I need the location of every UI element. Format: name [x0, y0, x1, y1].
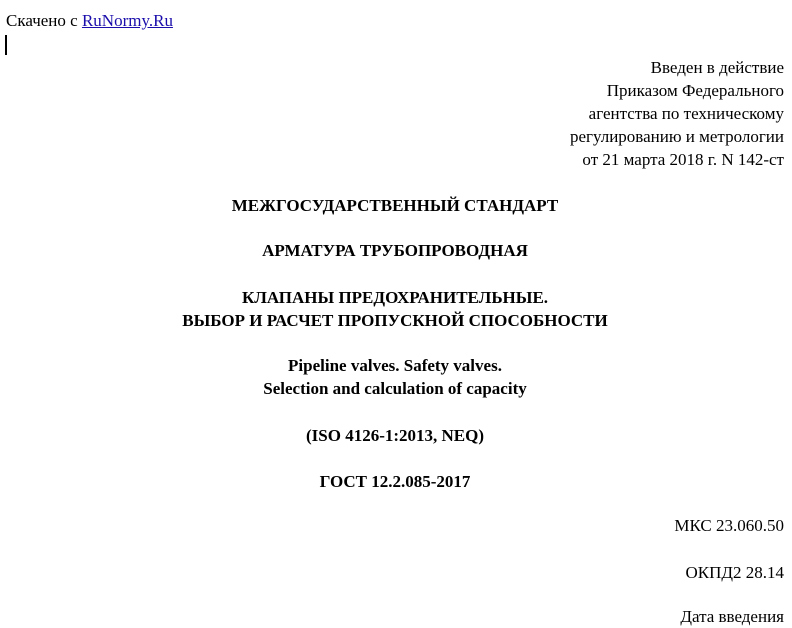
source-link[interactable]: RuNormy.Ru	[81, 11, 173, 30]
gost-number: ГОСТ 12.2.085-2017	[319, 472, 471, 491]
approval-line: агентства по техническому	[588, 104, 784, 123]
russian-title	[0, 286, 790, 332]
russian-title-line2: ВЫБОР И РАСЧЕТ ПРОПУСКНОЙ СПОСОБНОСТИ	[182, 311, 608, 330]
approval-line: регулированию и метрологии	[569, 127, 784, 146]
text-cursor	[5, 35, 7, 55]
approval-line: Введен в действие	[650, 58, 784, 77]
iso-reference: (ISO 4126-1:2013, NEQ)	[305, 426, 485, 445]
approval-line: Приказом Федерального	[606, 81, 784, 100]
source-prefix: Скачено с	[6, 11, 82, 30]
russian-title-line1: КЛАПАНЫ ПРЕДОХРАНИТЕЛЬНЫЕ.	[241, 288, 549, 307]
approval-block	[570, 56, 784, 171]
subject-heading: АРМАТУРА ТРУБОПРОВОДНАЯ	[262, 241, 528, 260]
source-line	[6, 10, 173, 32]
standard-type-heading: МЕЖГОСУДАРСТВЕННЫЙ СТАНДАРТ	[231, 196, 559, 215]
mks-code: МКС 23.060.50	[674, 516, 784, 535]
intro-date-label: Дата введения	[680, 607, 784, 626]
english-title-line1: Pipeline valves. Safety valves.	[288, 356, 502, 375]
approval-line: от 21 марта 2018 г. N 142-ст	[582, 150, 784, 169]
english-title	[0, 354, 790, 400]
english-title-line2: Selection and calculation of capacity	[263, 379, 527, 398]
okpd-code: ОКПД2 28.14	[685, 563, 784, 582]
